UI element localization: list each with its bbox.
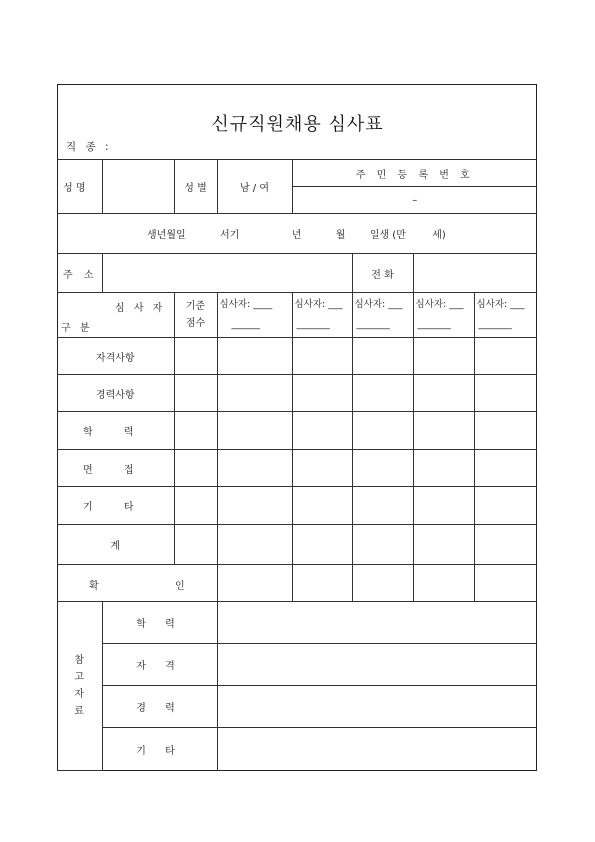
score-cell[interactable] [413, 525, 474, 565]
score-cell[interactable] [413, 487, 474, 525]
reviewer-slot-1-line2: ______ [231, 319, 260, 330]
confirm-cell[interactable] [474, 565, 537, 602]
score-cell[interactable] [217, 487, 292, 525]
reference-label-qualification [102, 644, 217, 686]
reference-label-char: 자 [74, 689, 85, 700]
row-label-education [57, 412, 174, 450]
reference-label-other-text: 기 타 [136, 745, 183, 757]
confirm-label [57, 565, 217, 602]
score-cell[interactable] [413, 412, 474, 450]
day-age-label: 일생 (만 [369, 230, 406, 241]
resident-number-label: 주 민 등 록 번 호 [292, 160, 537, 187]
birth-date-field[interactable] [57, 214, 537, 254]
standard-score-cell[interactable] [174, 450, 217, 487]
score-cell[interactable] [413, 450, 474, 487]
reference-section-label [57, 602, 102, 771]
row-label-interview [57, 450, 174, 487]
standard-score-cell[interactable] [174, 412, 217, 450]
reviewer-slot-1-line1: 심사자: ____ [219, 299, 273, 310]
score-cell[interactable] [474, 338, 537, 375]
reviewer-slot-4-line1: 심사자: ___ [415, 299, 464, 310]
score-cell[interactable] [292, 412, 352, 450]
confirm-cell[interactable] [292, 565, 352, 602]
standard-score-cell[interactable] [174, 338, 217, 375]
reference-label-career [102, 686, 217, 728]
confirm-label-1: 확 [89, 581, 99, 592]
reference-label-other [102, 728, 217, 771]
reference-label-qualification-text: 자 격 [136, 661, 183, 672]
score-cell[interactable] [474, 375, 537, 412]
score-cell[interactable] [217, 525, 292, 565]
score-cell[interactable] [217, 375, 292, 412]
reviewer-slot-3-line1: 심사자: ___ [354, 299, 403, 310]
standard-score-cell[interactable] [174, 525, 217, 565]
score-cell[interactable] [217, 338, 292, 375]
score-cell[interactable] [352, 375, 413, 412]
gender-label: 성 별 [174, 160, 217, 214]
age-unit-label: 세) [432, 230, 446, 241]
score-cell[interactable] [217, 412, 292, 450]
reviewer-slot-4-line2: _______ [417, 319, 451, 330]
reference-field-education[interactable] [217, 602, 537, 644]
confirm-cell[interactable] [352, 565, 413, 602]
reference-label-char: 참 [74, 655, 85, 666]
month-label: 월 [335, 230, 346, 241]
reviewer-slot-2-line2: _______ [296, 319, 330, 330]
reference-field-qualification[interactable] [217, 644, 537, 686]
reviewer-slot-5[interactable] [474, 293, 537, 338]
confirm-cell[interactable] [413, 565, 474, 602]
score-cell[interactable] [352, 487, 413, 525]
reviewer-slot-1[interactable] [217, 293, 292, 338]
reviewer-header-label: 심 사 자 [115, 303, 166, 314]
score-cell[interactable] [292, 525, 352, 565]
standard-score-cell[interactable] [174, 375, 217, 412]
address-field[interactable] [102, 254, 352, 293]
name-label: 성 명 [57, 160, 102, 214]
row-label-interview-text: 면 접 [83, 464, 148, 476]
reference-label-text [57, 652, 102, 720]
row-label-education-text: 학 력 [83, 427, 148, 438]
reference-label-char: 료 [74, 706, 85, 717]
score-cell[interactable] [474, 487, 537, 525]
reference-label-char: 고 [74, 672, 85, 683]
phone-label: 전 화 [352, 254, 413, 293]
score-cell[interactable] [292, 375, 352, 412]
score-cell[interactable] [413, 375, 474, 412]
form-title: 신규직원채용 심사표 [211, 114, 384, 135]
reviewer-slot-3[interactable] [352, 293, 413, 338]
reference-field-career[interactable] [217, 686, 537, 728]
category-header [57, 293, 174, 338]
score-cell[interactable] [413, 338, 474, 375]
standard-label: 기준 [185, 301, 206, 312]
evaluation-form-table [57, 159, 537, 771]
score-cell[interactable] [474, 525, 537, 565]
reviewer-slot-3-line2: _______ [356, 319, 390, 330]
row-label-total: 계 [57, 525, 174, 565]
score-cell[interactable] [474, 412, 537, 450]
reviewer-slot-5-line2: _______ [478, 319, 512, 330]
confirm-label-2: 인 [175, 581, 185, 592]
score-cell[interactable] [352, 338, 413, 375]
birth-label: 생년월일 [147, 230, 186, 241]
score-cell[interactable] [292, 487, 352, 525]
address-label: 주 소 [57, 254, 102, 293]
score-label: 점수 [185, 318, 206, 329]
resident-number-field[interactable]: – [292, 187, 537, 214]
birth-era: 서기 [220, 230, 240, 241]
row-label-qualifications: 자격사항 [57, 338, 174, 375]
standard-score-cell[interactable] [174, 487, 217, 525]
reviewer-slot-5-line1: 심사자: ___ [476, 299, 525, 310]
confirm-cell[interactable] [217, 565, 292, 602]
row-label-other [57, 487, 174, 525]
score-cell[interactable] [292, 450, 352, 487]
score-cell[interactable] [292, 338, 352, 375]
gender-options[interactable]: 남 / 여 [217, 160, 292, 214]
standard-score-header [174, 293, 217, 338]
score-cell[interactable] [217, 450, 292, 487]
category-header-label: 구 분 [61, 323, 93, 334]
row-label-other-text: 기 타 [83, 502, 148, 513]
score-cell[interactable] [352, 525, 413, 565]
phone-field[interactable] [413, 254, 537, 293]
reference-label-career-text: 경 력 [136, 703, 183, 714]
job-type-label: 직 종 : [66, 141, 112, 153]
reference-label-education-text: 학 력 [136, 619, 183, 630]
name-field[interactable] [102, 160, 174, 214]
reference-label-education [102, 602, 217, 644]
score-cell[interactable] [474, 450, 537, 487]
score-cell[interactable] [352, 412, 413, 450]
reference-field-other[interactable] [217, 728, 537, 771]
reviewer-slot-2-line1: 심사자: ___ [294, 299, 343, 310]
year-label: 년 [291, 230, 302, 241]
reviewer-slot-4[interactable] [413, 293, 474, 338]
score-cell[interactable] [352, 450, 413, 487]
row-label-career: 경력사항 [57, 375, 174, 412]
reviewer-slot-2[interactable] [292, 293, 352, 338]
